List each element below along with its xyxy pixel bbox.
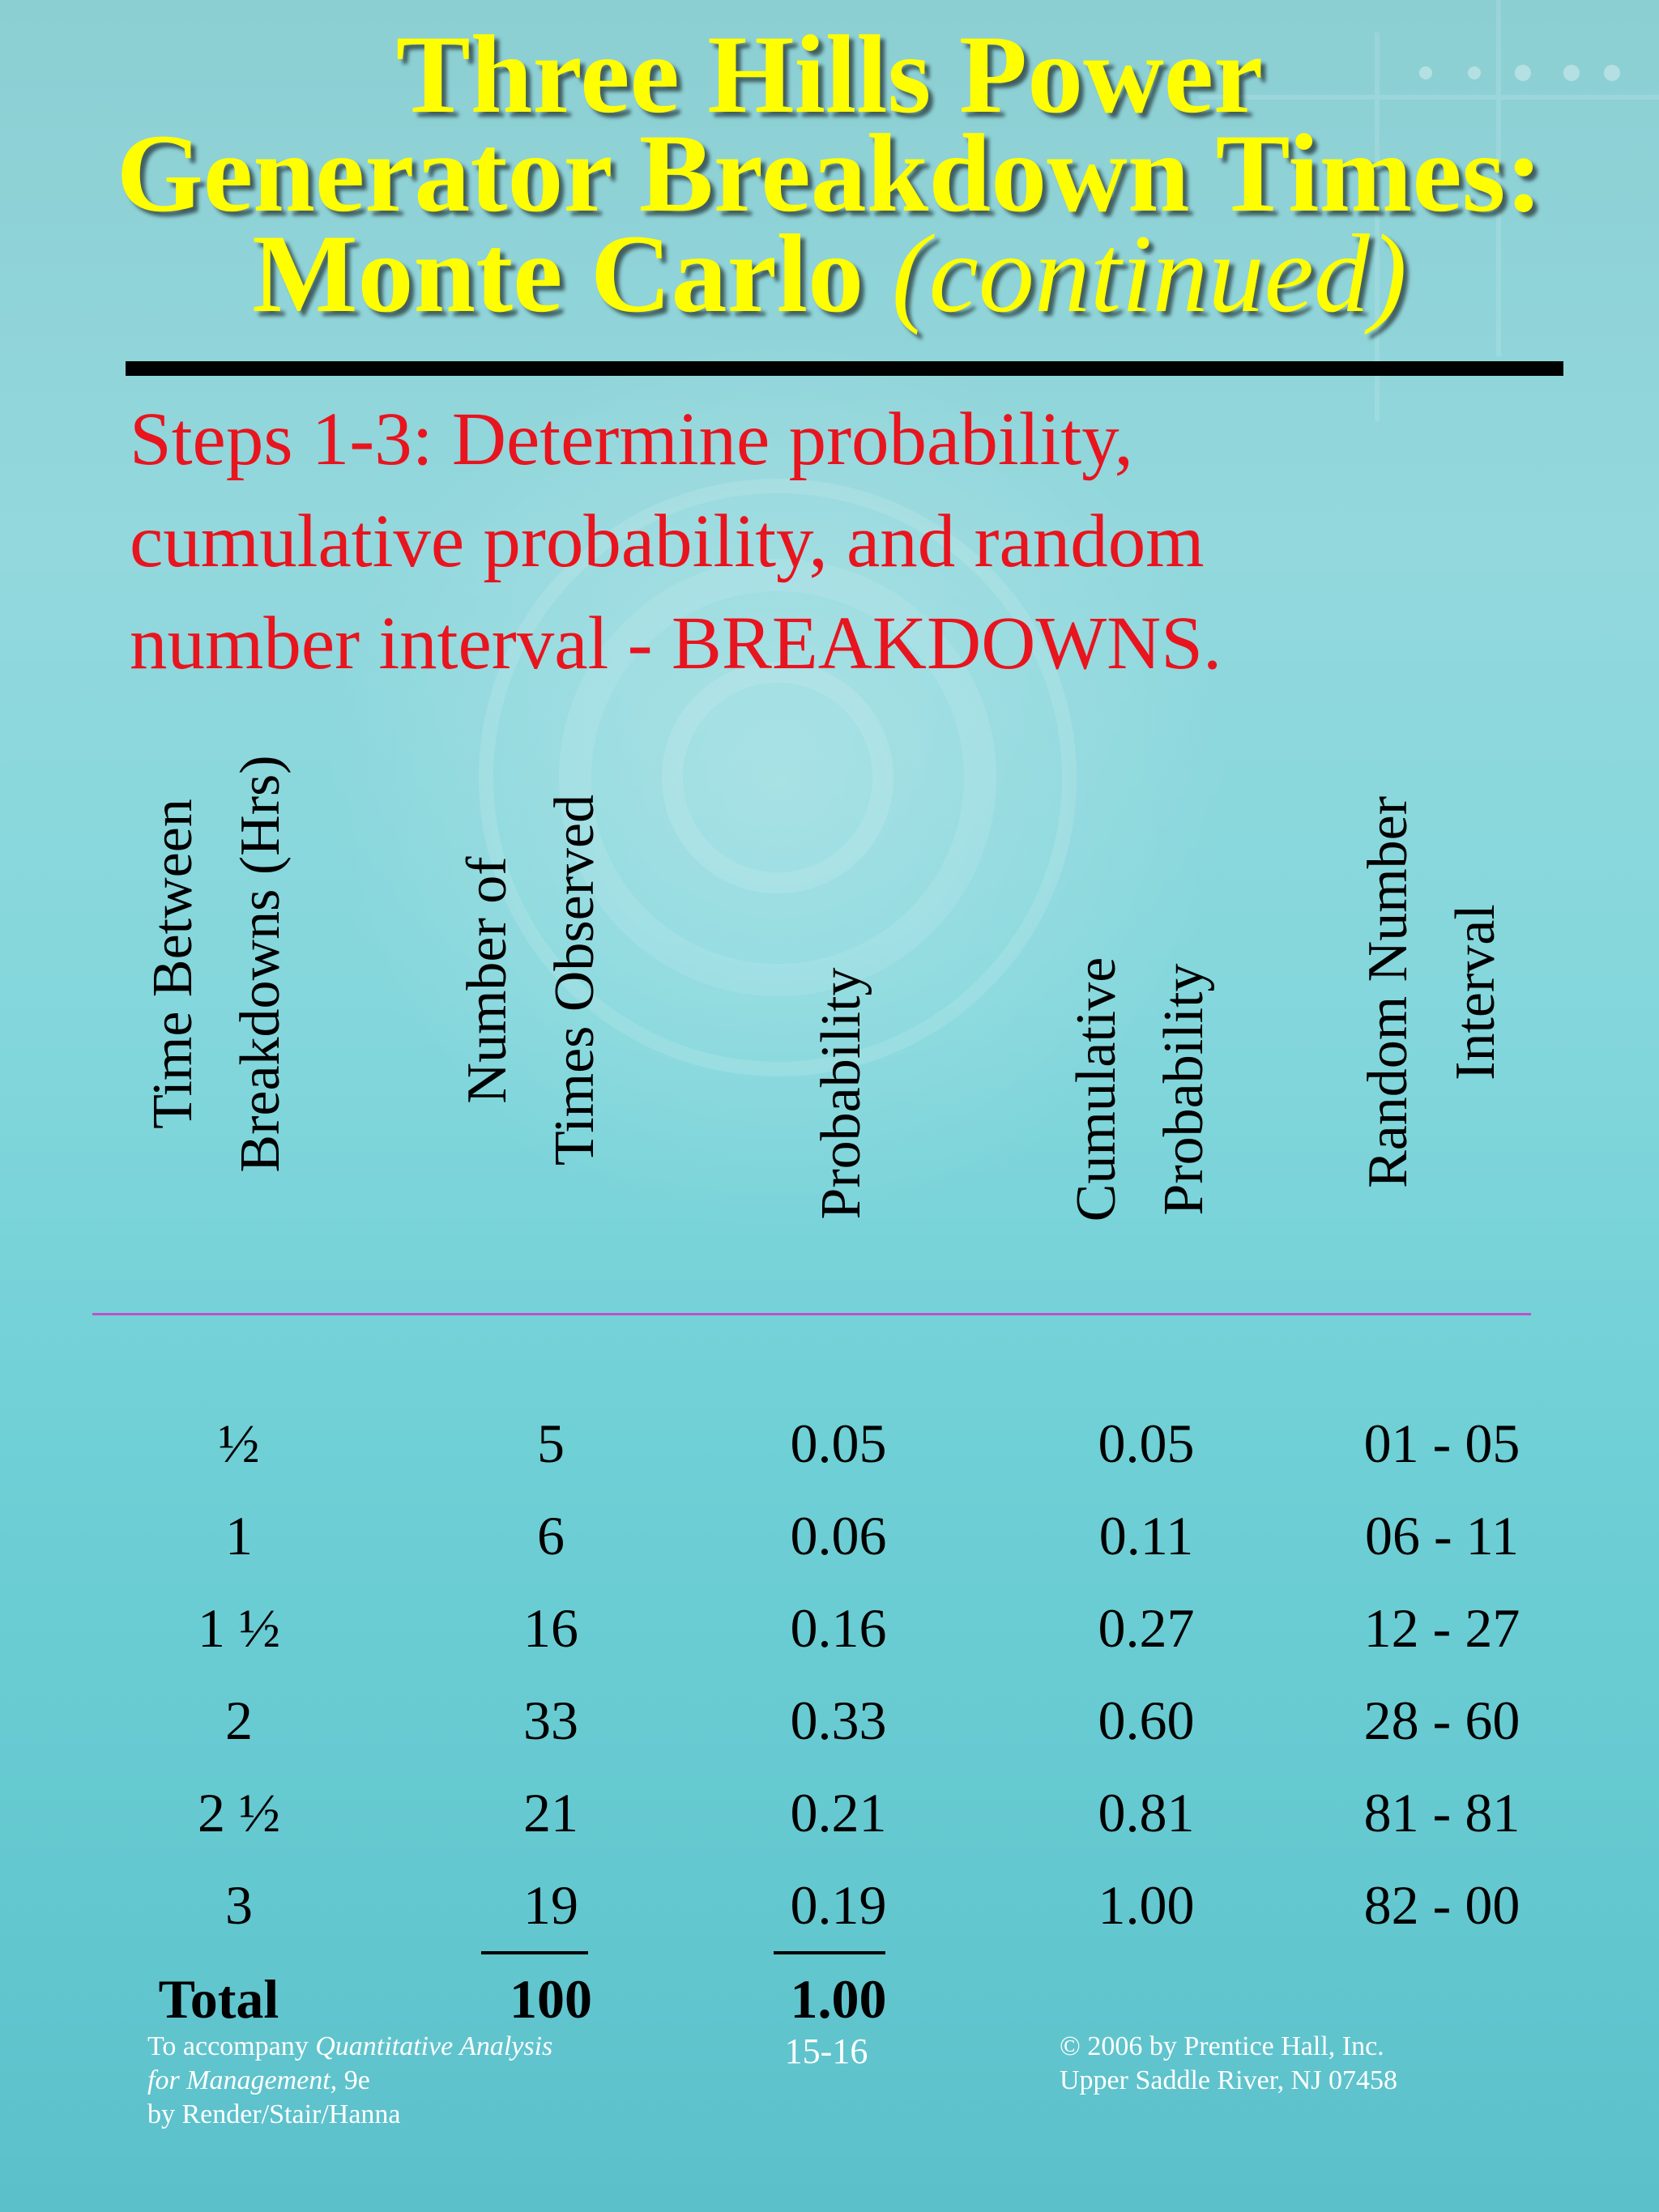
slide-title-continued: (continued) — [891, 211, 1407, 335]
cell-interval: 01 - 05 — [1363, 1413, 1520, 1474]
header-time-between-breakdowns: Time Between Breakdowns (Hrs) — [142, 755, 292, 1173]
cell-observed: 16 — [523, 1597, 578, 1659]
footer-edition: 9e — [337, 2065, 370, 2095]
cell-probability: 0.33 — [790, 1690, 887, 1751]
cell-time: 1 — [225, 1505, 253, 1566]
cell-cumulative: 0.60 — [1098, 1690, 1195, 1751]
steps-line-1: Steps 1-3: Determine probability, — [130, 398, 1133, 481]
cell-cumulative: 0.05 — [1098, 1413, 1195, 1474]
footer-copyright — [1060, 2030, 1562, 2098]
footer-prefix: To accompany — [147, 2031, 316, 2061]
cell-probability: 0.06 — [790, 1505, 887, 1566]
copyright-line: © 2006 by Prentice Hall, Inc. — [1060, 2031, 1384, 2061]
total-probability: 1.00 — [790, 1968, 887, 2030]
sum-underline-observed — [481, 1951, 588, 1954]
header-separator — [92, 1313, 1531, 1315]
cell-probability: 0.21 — [790, 1782, 887, 1843]
header-probability: Probability — [810, 967, 872, 1220]
steps-text — [130, 389, 1588, 695]
cell-observed: 21 — [523, 1782, 578, 1843]
slide-number: 15-16 — [784, 2031, 868, 2071]
cell-observed: 33 — [523, 1690, 578, 1751]
steps-line-2: cumulative probability, and random — [130, 500, 1205, 583]
cell-probability: 0.16 — [790, 1597, 887, 1659]
cell-observed: 6 — [537, 1505, 565, 1566]
cell-probability: 0.19 — [790, 1874, 887, 1936]
slide-title-line-3 — [0, 211, 1659, 335]
cell-interval: 12 - 27 — [1363, 1597, 1520, 1659]
slide-title-line-1: Three Hills Power — [395, 12, 1264, 136]
footer-citation — [147, 2030, 633, 2132]
cell-cumulative: 0.11 — [1098, 1505, 1194, 1566]
cell-cumulative: 0.27 — [1098, 1597, 1195, 1659]
cell-cumulative: 1.00 — [1098, 1874, 1195, 1936]
steps-line-3: number interval - BREAKDOWNS. — [130, 602, 1222, 685]
cell-observed: 19 — [523, 1874, 578, 1936]
cell-time: 3 — [225, 1874, 253, 1936]
publisher-location: Upper Saddle River, NJ 07458 — [1060, 2065, 1397, 2095]
cell-cumulative: 0.81 — [1098, 1782, 1195, 1843]
cell-time: ½ — [218, 1413, 260, 1474]
header-number-observed: Number of Times Observed — [456, 794, 606, 1166]
header-cumulative-probability: Cumulative Probability — [1065, 957, 1215, 1222]
total-observed: 100 — [510, 1968, 592, 2030]
cell-probability: 0.05 — [790, 1413, 887, 1474]
slide-title-line-2: Generator Breakdown Times: — [116, 111, 1543, 235]
cell-time: 2 ½ — [198, 1782, 280, 1843]
cell-interval: 06 - 11 — [1364, 1505, 1520, 1566]
cell-time: 1 ½ — [198, 1597, 280, 1659]
footer-book-title: Quantitative Analysis — [315, 2031, 553, 2061]
title-divider — [126, 361, 1563, 376]
total-label: Total — [158, 1968, 279, 2030]
cell-interval: 81 - 81 — [1363, 1782, 1520, 1843]
footer-authors: by Render/Stair/Hanna — [147, 2099, 401, 2129]
cell-observed: 5 — [537, 1413, 565, 1474]
sum-underline-probability — [774, 1951, 885, 1954]
header-random-number-interval: Random Number Interval — [1357, 795, 1507, 1189]
cell-time: 2 — [225, 1690, 253, 1751]
slide-title-main: Monte Carlo — [252, 211, 864, 335]
footer-book-title-2: for Management, — [147, 2065, 338, 2095]
cell-interval: 28 - 60 — [1363, 1690, 1520, 1751]
cell-interval: 82 - 00 — [1363, 1874, 1520, 1936]
